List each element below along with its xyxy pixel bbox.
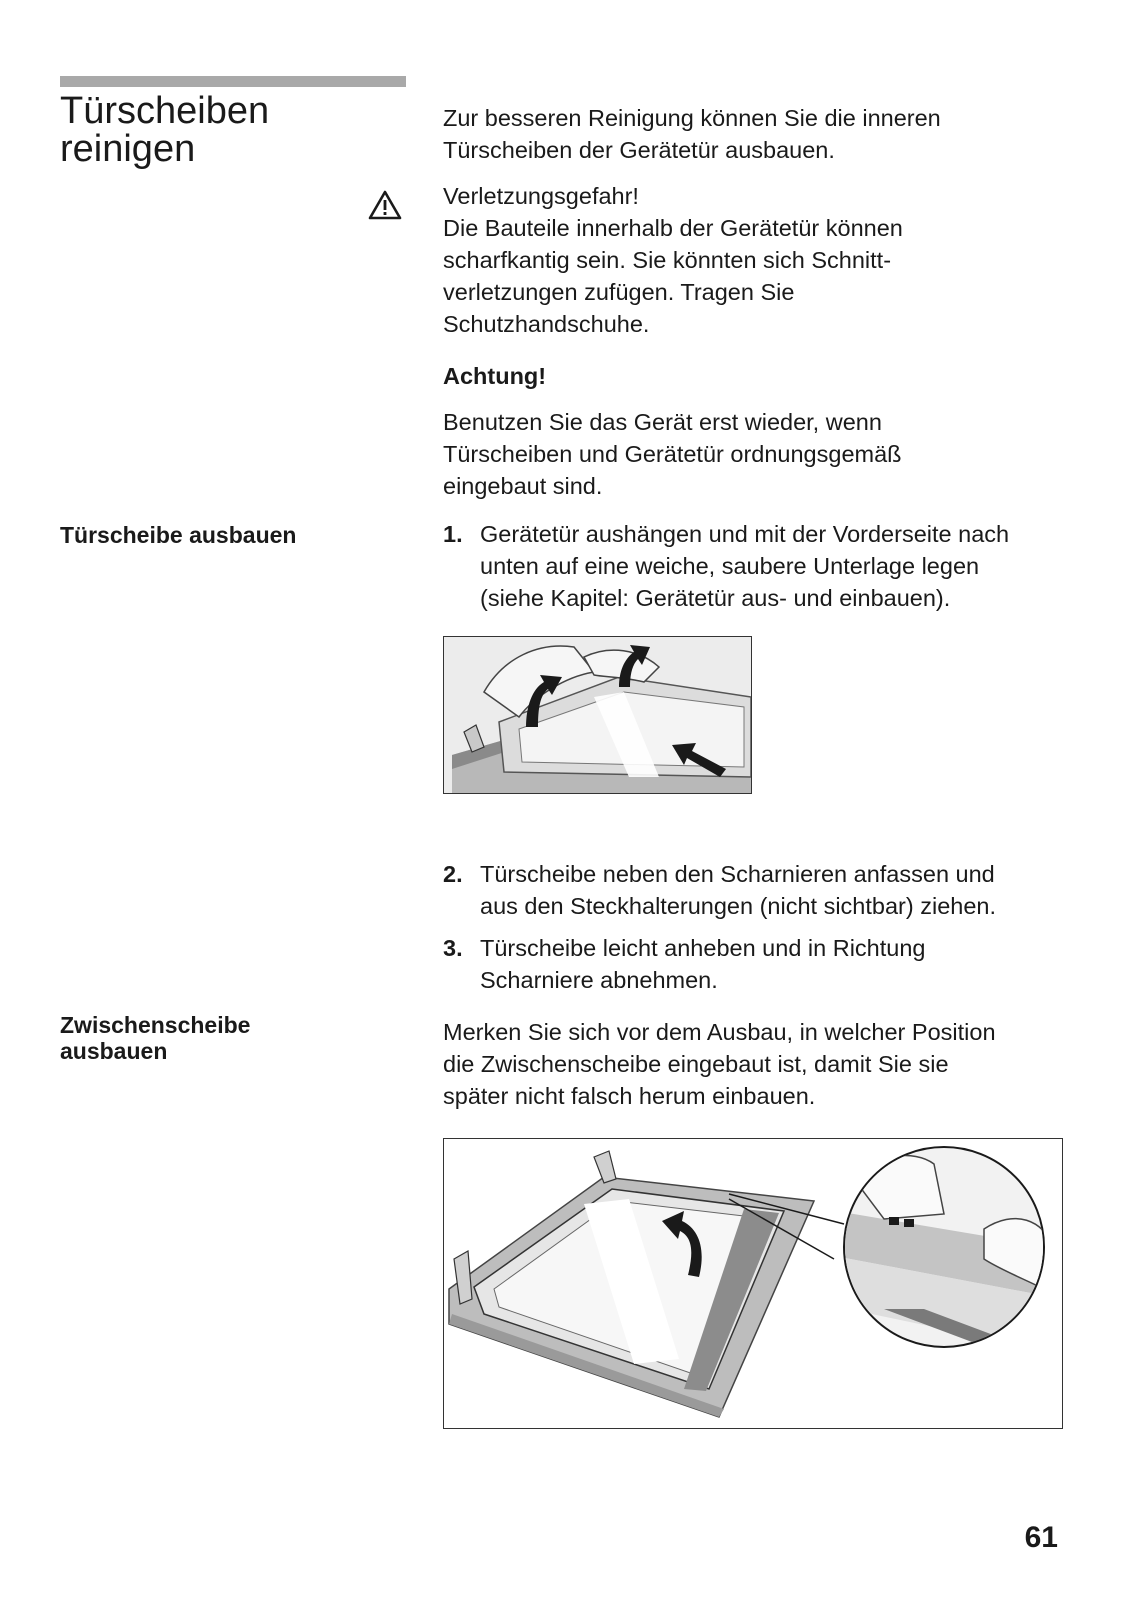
- caution-paragraph: [443, 406, 1083, 502]
- text-line: (siehe Kapitel: Gerätetür aus- und einbauen).: [480, 585, 951, 611]
- text-line: Türscheibe leicht anheben und in Richtung: [480, 935, 926, 961]
- text-line: die Zwischenscheibe eingebaut ist, damit Sie sie: [443, 1051, 949, 1077]
- step-number: 2.: [443, 861, 463, 887]
- step-1: [443, 518, 1083, 614]
- text-line: Gerätetür aushängen und mit der Vorderseite nach: [480, 521, 1010, 547]
- step-number: 1.: [443, 521, 463, 547]
- intermediate-pane-illustration: [444, 1139, 1062, 1428]
- text-line: Türscheiben und Gerätetür ordnungsgemäß: [443, 441, 902, 467]
- subheading-remove-pane: Türscheibe ausbauen: [60, 522, 297, 548]
- warning-title: Verletzungsgefahr!: [443, 183, 639, 209]
- text-line: Merken Sie sich vor dem Ausbau, in welcher Position: [443, 1019, 996, 1045]
- figure-intermediate-pane: [443, 1138, 1063, 1429]
- intro-paragraph: [443, 102, 1083, 166]
- step-number: 3.: [443, 935, 463, 961]
- text-line: Die Bauteile innerhalb der Gerätetür können: [443, 215, 903, 241]
- title-line: Türscheiben: [60, 90, 270, 132]
- text-line: Türscheibe neben den Scharnieren anfassen und: [480, 861, 995, 887]
- text-line: scharfkantig sein. Sie könnten sich Schnitt-: [443, 247, 892, 273]
- text-line: verletzungen zufügen. Tragen Sie: [443, 279, 795, 305]
- page-number: 61: [1024, 1521, 1058, 1554]
- section-rule: [60, 76, 406, 87]
- text-line: Scharniere abnehmen.: [480, 967, 718, 993]
- figure-remove-pane: [443, 636, 752, 794]
- text-line: Schutzhandschuhe.: [443, 311, 650, 337]
- section-title: [60, 92, 269, 168]
- text-line: Benutzen Sie das Gerät erst wieder, wenn: [443, 409, 882, 435]
- text-line: später nicht falsch herum einbauen.: [443, 1083, 816, 1109]
- title-line: reinigen: [60, 128, 196, 170]
- subheading-intermediate-pane: [60, 1012, 250, 1064]
- heading-line: Zwischenscheibe: [60, 1012, 251, 1038]
- warning-triangle-icon: [368, 190, 402, 220]
- step-3: [443, 932, 1083, 996]
- intermediate-pane-paragraph: [443, 1016, 1083, 1112]
- caution-heading: Achtung!: [443, 363, 547, 389]
- heading-line: ausbauen: [60, 1038, 168, 1064]
- text-line: Türscheiben der Gerätetür ausbauen.: [443, 137, 835, 163]
- text-line: eingebaut sind.: [443, 473, 603, 499]
- door-pane-illustration: [444, 637, 751, 793]
- warning-paragraph: [443, 180, 1083, 340]
- text-line: Zur besseren Reinigung können Sie die inneren: [443, 105, 941, 131]
- text-line: aus den Steckhalterungen (nicht sichtbar) ziehen.: [480, 893, 997, 919]
- text-line: unten auf eine weiche, saubere Unterlage legen: [480, 553, 980, 579]
- step-2: [443, 858, 1083, 922]
